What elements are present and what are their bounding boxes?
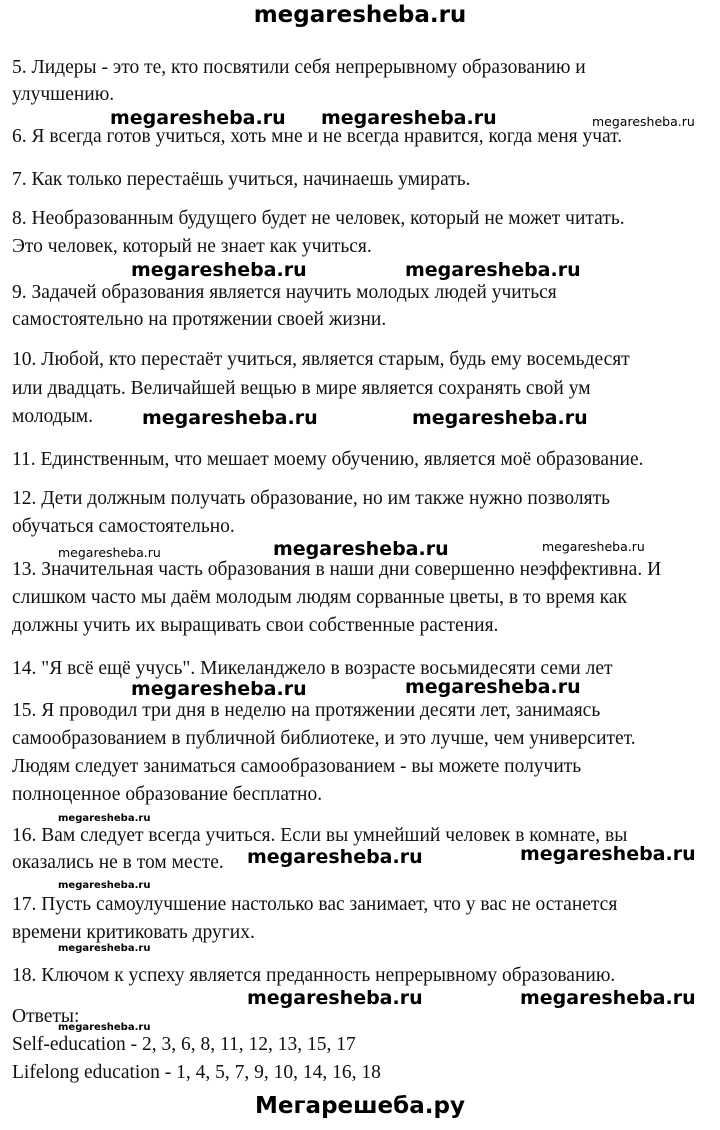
site-footer: Мегарешеба.ру — [255, 1093, 465, 1119]
text-line: улучшению. — [12, 84, 115, 105]
text-line: самостоятельно на протяжении своей жизни. — [12, 309, 387, 330]
text-line: 9. Задачей образования является научить молодых людей учиться — [12, 282, 557, 303]
text-line: молодым. — [12, 406, 93, 427]
text-line: 11. Единственным, что мешает моему обучению, является моё образование. — [12, 449, 644, 470]
text-line: Ответы: — [12, 1006, 80, 1027]
text-line: обучаться самостоятельно. — [12, 516, 235, 537]
site-header: megaresheba.ru — [253, 2, 467, 28]
text-line: 8. Необразованным будущего будет не человек, который не может читать. — [12, 208, 625, 229]
text-line: 14. "Я всё ещё учусь". Микеланджело в возрасте восьмидесяти семи лет — [12, 658, 613, 679]
watermark: megaresheba.ru — [273, 538, 449, 560]
text-line: Это человек, который не знает как учиться. — [12, 236, 372, 257]
text-line: 6. Я всегда готов учиться, хоть мне и не всегда нравится, когда меня учат. — [12, 126, 623, 147]
text-line: 17. Пусть самоулучшение настолько вас занимает, что у вас не останется — [12, 894, 618, 915]
text-line: 16. Вам следует всегда учиться. Если вы умнейший человек в комнате, вы — [12, 825, 628, 846]
text-line: 12. Дети должным получать образование, но им также нужно позволять — [12, 488, 610, 509]
watermark: megaresheba.ru — [131, 259, 307, 281]
watermark: megaresheba.ru — [412, 407, 588, 429]
text-line: Людям следует заниматься самообразованием - вы можете получить — [12, 756, 582, 777]
watermark: megaresheba.ru — [58, 545, 161, 560]
watermark: megaresheba.ru — [58, 813, 151, 824]
text-line: должны учить их выращивать свои собственные растения. — [12, 615, 499, 636]
watermark: megaresheba.ru — [542, 539, 645, 554]
text-line: Lifelong education - 1, 4, 5, 7, 9, 10, 14, 16, 18 — [12, 1062, 381, 1083]
watermark: megaresheba.ru — [405, 259, 581, 281]
text-line: 18. Ключом к успеху является преданность непрерывному образованию. — [12, 965, 616, 986]
text-line: 13. Значительная часть образования в наши дни совершенно неэффективна. И — [12, 559, 662, 580]
watermark: megaresheba.ru — [592, 114, 695, 129]
watermark: megaresheba.ru — [58, 880, 151, 891]
text-line: самообразованием в публичной библиотеке, и это лучше, чем университет. — [12, 728, 636, 749]
watermark: megaresheba.ru — [520, 987, 696, 1009]
text-line: 15. Я проводил три дня в неделю на протяжении десяти лет, занимаясь — [12, 700, 601, 721]
text-line: полноценное образование бесплатно. — [12, 784, 323, 805]
text-line: 10. Любой, кто перестаёт учиться, является старым, будь ему восемьдесят — [12, 349, 630, 370]
watermark: megaresheba.ru — [58, 1022, 151, 1033]
text-line: Self-education - 2, 3, 6, 8, 11, 12, 13, 15, 17 — [12, 1034, 356, 1055]
watermark: megaresheba.ru — [131, 678, 307, 700]
watermark: megaresheba.ru — [58, 943, 151, 954]
watermark: megaresheba.ru — [247, 987, 423, 1009]
watermark: megaresheba.ru — [110, 107, 286, 129]
text-line: времени критиковать других. — [12, 922, 255, 943]
watermark: megaresheba.ru — [247, 846, 423, 868]
watermark: megaresheba.ru — [520, 843, 696, 865]
text-line: оказались не в том месте. — [12, 852, 224, 873]
text-line: 7. Как только перестаёшь учиться, начинаешь умирать. — [12, 169, 471, 190]
watermark: megaresheba.ru — [321, 107, 497, 129]
text-line: слишком часто мы даём молодым людям сорванные цветы, в то время как — [12, 587, 627, 608]
watermark: megaresheba.ru — [142, 407, 318, 429]
text-line: 5. Лидеры - это те, кто посвятили себя непрерывному образованию и — [12, 57, 586, 78]
watermark: megaresheba.ru — [405, 676, 581, 698]
text-line: или двадцать. Величайшей вещью в мире является сохранять свой ум — [12, 378, 591, 399]
